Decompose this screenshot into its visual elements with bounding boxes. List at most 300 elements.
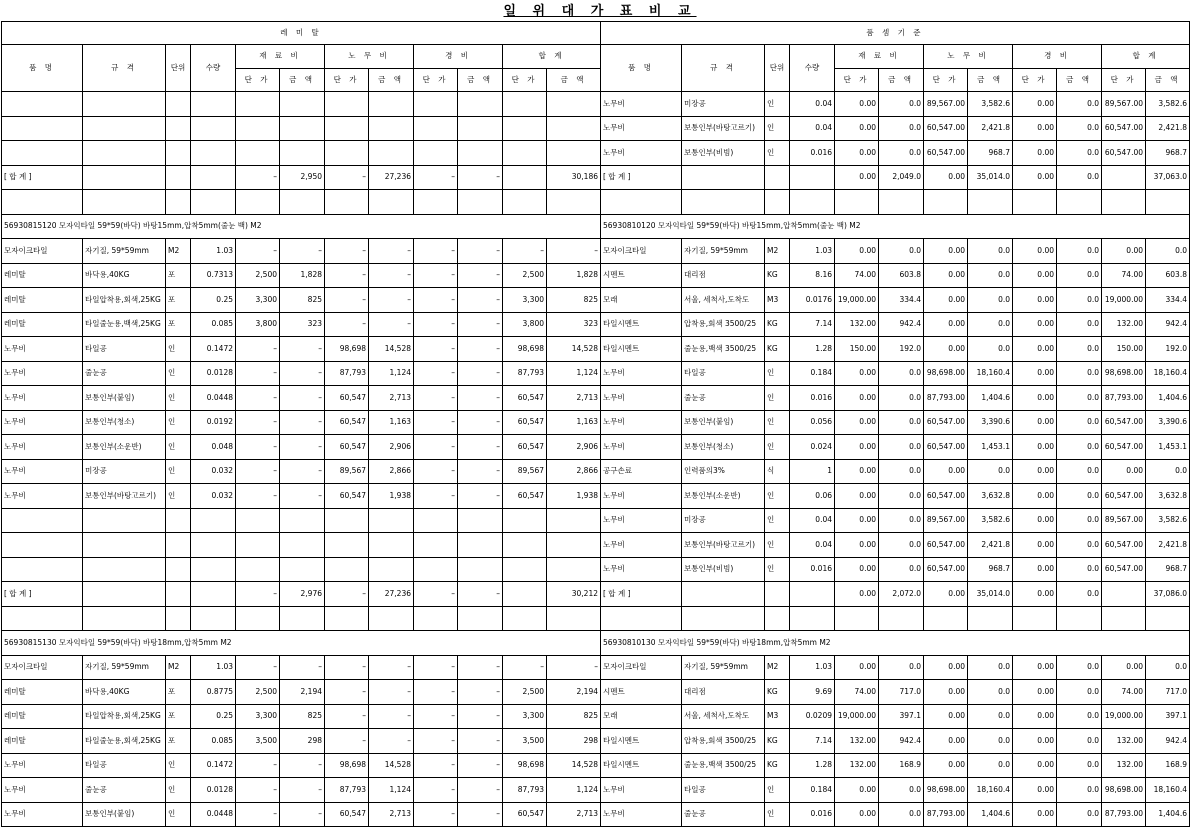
standard-unit	[765, 582, 790, 607]
standard-qty: 1.03	[790, 655, 835, 680]
standard-unit	[765, 165, 790, 190]
standard-item-name: 공구손료	[601, 459, 682, 484]
remital-spec: 타일공	[83, 337, 166, 362]
standard-labor-unit-price: 87,793.00	[924, 802, 968, 827]
standard-labor-amount: 0.0	[968, 704, 1013, 729]
standard-expense-unit-price: 0.00	[1013, 680, 1057, 705]
standard-qty: 0.0176	[790, 288, 835, 313]
standard-unit: 인	[765, 141, 790, 166]
table-row	[2, 435, 1190, 460]
remital-total-unit-price: 98,698	[503, 337, 547, 362]
standard-labor-unit-price: 0.00	[924, 704, 968, 729]
standard-material-amount: 397.1	[879, 704, 924, 729]
standard-item-name: 노무비	[601, 778, 682, 803]
remital-labor-unit-price: 89,567	[325, 459, 369, 484]
remital-spec: 보통인부(청소)	[83, 410, 166, 435]
remital-expense-amount: –	[458, 753, 503, 778]
table-row	[2, 288, 1190, 313]
standard-total-amount: 37,086.0	[1146, 582, 1190, 607]
standard-total-amount: 2,421.8	[1146, 116, 1190, 141]
standard-spec: 줄눈용,백색 3500/25	[682, 337, 765, 362]
standard-item-name: 시멘트	[601, 680, 682, 705]
empty-cell	[414, 190, 458, 215]
table-row	[2, 778, 1190, 803]
remital-expense-amount	[458, 116, 503, 141]
standard-unit: 인	[765, 802, 790, 827]
standard-qty: 0.04	[790, 116, 835, 141]
remital-material-amount	[280, 508, 325, 533]
remital-material-amount: 2,194	[280, 680, 325, 705]
standard-total-unit-price: 87,793.00	[1102, 386, 1146, 411]
remital-unit	[166, 557, 191, 582]
header-item: 품 명	[601, 45, 682, 92]
remital-item-name: 레미탈	[2, 288, 83, 313]
empty-cell	[1057, 606, 1102, 631]
empty-cell	[83, 606, 166, 631]
table-row	[2, 729, 1190, 754]
standard-spec: 압착용,회색 3500/25	[682, 312, 765, 337]
standard-expense-amount: 0.0	[1057, 655, 1102, 680]
header-labor: 노 무 비	[924, 45, 1013, 69]
table-row	[2, 802, 1190, 827]
remital-total-unit-price	[503, 557, 547, 582]
remital-expense-unit-price: –	[414, 704, 458, 729]
standard-unit: 인	[765, 410, 790, 435]
standard-labor-amount: 1,404.6	[968, 386, 1013, 411]
standard-material-amount: 0.0	[879, 116, 924, 141]
standard-total-unit-price: 19,000.00	[1102, 704, 1146, 729]
remital-spec: 보통인부(소운반)	[83, 435, 166, 460]
remital-expense-unit-price: –	[414, 165, 458, 190]
standard-material-unit-price: 0.00	[835, 508, 879, 533]
standard-spec: 타일공	[682, 778, 765, 803]
standard-labor-amount: 0.0	[968, 312, 1013, 337]
empty-cell	[1102, 606, 1146, 631]
standard-total-unit-price: 0.00	[1102, 655, 1146, 680]
standard-total-unit-price: 60,547.00	[1102, 557, 1146, 582]
standard-expense-amount: 0.0	[1057, 778, 1102, 803]
remital-unit: 포	[166, 704, 191, 729]
standard-unit: KG	[765, 729, 790, 754]
remital-total-unit-price	[503, 508, 547, 533]
standard-unit: KG	[765, 680, 790, 705]
remital-spec: 줄눈공	[83, 361, 166, 386]
remital-labor-amount: 1,938	[369, 484, 414, 509]
remital-qty: 0.25	[191, 288, 236, 313]
standard-item-name: 모자이크타일	[601, 655, 682, 680]
standard-labor-unit-price: 0.00	[924, 165, 968, 190]
standard-material-unit-price: 0.00	[835, 557, 879, 582]
standard-qty: 0.184	[790, 778, 835, 803]
remital-spec: 바닥용,40KG	[83, 263, 166, 288]
standard-item-name: 노무비	[601, 533, 682, 558]
remital-total-unit-price	[503, 92, 547, 117]
standard-qty	[790, 582, 835, 607]
standard-total-amount: 18,160.4	[1146, 361, 1190, 386]
remital-labor-amount: –	[369, 729, 414, 754]
remital-expense-amount: –	[458, 337, 503, 362]
empty-cell	[968, 606, 1013, 631]
remital-total-amount	[547, 508, 601, 533]
remital-total-amount: 2,713	[547, 802, 601, 827]
header-expense: 경 비	[1013, 45, 1102, 69]
table-row	[2, 459, 1190, 484]
empty-cell	[83, 190, 166, 215]
standard-expense-amount: 0.0	[1057, 337, 1102, 362]
remital-total-amount: 30,186	[547, 165, 601, 190]
standard-labor-unit-price: 60,547.00	[924, 557, 968, 582]
remital-expense-unit-price: –	[414, 680, 458, 705]
empty-cell	[790, 190, 835, 215]
standard-material-unit-price: 0.00	[835, 116, 879, 141]
remital-expense-amount: –	[458, 435, 503, 460]
remital-material-amount: –	[280, 239, 325, 264]
empty-cell	[2, 606, 83, 631]
standard-labor-unit-price: 60,547.00	[924, 533, 968, 558]
standard-material-amount: 0.0	[879, 778, 924, 803]
remital-expense-unit-price: –	[414, 435, 458, 460]
standard-material-unit-price: 0.00	[835, 459, 879, 484]
remital-labor-unit-price: –	[325, 729, 369, 754]
remital-labor-amount	[369, 116, 414, 141]
remital-total-unit-price	[503, 141, 547, 166]
header-amount: 금 액	[369, 68, 414, 92]
remital-material-amount: –	[280, 337, 325, 362]
remital-labor-amount: 27,236	[369, 165, 414, 190]
remital-material-unit-price	[236, 557, 280, 582]
remital-qty	[191, 141, 236, 166]
remital-total-unit-price: 87,793	[503, 778, 547, 803]
empty-cell	[458, 606, 503, 631]
table-row	[2, 557, 1190, 582]
standard-material-unit-price: 0.00	[835, 239, 879, 264]
remital-material-unit-price: –	[236, 459, 280, 484]
remital-qty: 0.085	[191, 312, 236, 337]
standard-total-unit-price: 74.00	[1102, 263, 1146, 288]
remital-labor-amount: 27,236	[369, 582, 414, 607]
remital-expense-amount	[458, 557, 503, 582]
empty-cell	[547, 190, 601, 215]
standard-total-unit-price: 60,547.00	[1102, 410, 1146, 435]
remital-labor-unit-price: 87,793	[325, 778, 369, 803]
remital-item-name: 모자이크타일	[2, 239, 83, 264]
standard-material-unit-price: 0.00	[835, 655, 879, 680]
standard-material-unit-price: 0.00	[835, 533, 879, 558]
standard-spec: 서울, 세척사,도착도	[682, 704, 765, 729]
remital-material-unit-price: –	[236, 655, 280, 680]
standard-total-amount: 1,404.6	[1146, 802, 1190, 827]
remital-labor-amount: 1,163	[369, 410, 414, 435]
empty-cell	[2, 190, 83, 215]
remital-total-amount: –	[547, 655, 601, 680]
remital-total-amount: 1,124	[547, 778, 601, 803]
blank-row	[2, 606, 1190, 631]
remital-expense-unit-price	[414, 557, 458, 582]
remital-material-unit-price: 3,300	[236, 288, 280, 313]
header-amount: 금 액	[1146, 68, 1190, 92]
standard-qty: 0.016	[790, 557, 835, 582]
standard-material-unit-price: 0.00	[835, 802, 879, 827]
remital-total-unit-price: 3,800	[503, 312, 547, 337]
remital-qty: 0.1472	[191, 337, 236, 362]
standard-material-amount: 0.0	[879, 508, 924, 533]
standard-material-unit-price: 0.00	[835, 484, 879, 509]
remital-labor-unit-price: –	[325, 312, 369, 337]
standard-expense-amount: 0.0	[1057, 361, 1102, 386]
standard-material-amount: 603.8	[879, 263, 924, 288]
empty-cell	[1146, 606, 1190, 631]
standard-material-amount: 717.0	[879, 680, 924, 705]
remital-expense-unit-price: –	[414, 582, 458, 607]
standard-qty: 0.016	[790, 141, 835, 166]
remital-total-amount: 825	[547, 288, 601, 313]
standard-spec: 타일공	[682, 361, 765, 386]
standard-qty: 7.14	[790, 312, 835, 337]
standard-labor-unit-price: 0.00	[924, 459, 968, 484]
remital-labor-unit-price: 87,793	[325, 361, 369, 386]
remital-qty	[191, 582, 236, 607]
remital-item-name: 레미탈	[2, 312, 83, 337]
standard-expense-amount: 0.0	[1057, 582, 1102, 607]
remital-qty	[191, 533, 236, 558]
standard-total-amount: 3,582.6	[1146, 92, 1190, 117]
standard-total-amount: 37,063.0	[1146, 165, 1190, 190]
remital-expense-amount: –	[458, 165, 503, 190]
standard-material-unit-price: 74.00	[835, 263, 879, 288]
header-unit-price: 단 가	[236, 68, 280, 92]
standard-qty	[790, 165, 835, 190]
standard-qty: 1.28	[790, 337, 835, 362]
remital-labor-unit-price: –	[325, 288, 369, 313]
standard-labor-unit-price: 0.00	[924, 263, 968, 288]
empty-cell	[236, 606, 280, 631]
header-material: 재 료 비	[835, 45, 924, 69]
standard-expense-unit-price: 0.00	[1013, 288, 1057, 313]
remital-material-amount: –	[280, 410, 325, 435]
standard-total-amount: 0.0	[1146, 459, 1190, 484]
standard-item-name: 타일시멘트	[601, 337, 682, 362]
standard-total-unit-price: 132.00	[1102, 312, 1146, 337]
remital-item-name	[2, 141, 83, 166]
remital-total-amount: 2,906	[547, 435, 601, 460]
table-body	[2, 92, 1190, 827]
standard-labor-amount: 18,160.4	[968, 361, 1013, 386]
standard-labor-unit-price: 0.00	[924, 239, 968, 264]
header-unit-price: 단 가	[924, 68, 968, 92]
standard-total-amount: 603.8	[1146, 263, 1190, 288]
standard-material-amount: 0.0	[879, 386, 924, 411]
standard-material-unit-price: 0.00	[835, 92, 879, 117]
standard-total-amount: 334.4	[1146, 288, 1190, 313]
standard-spec: 보통인부(바탕고르기)	[682, 116, 765, 141]
remital-item-name: 레미탈	[2, 263, 83, 288]
standard-expense-amount: 0.0	[1057, 680, 1102, 705]
empty-cell	[1057, 190, 1102, 215]
remital-material-unit-price	[236, 141, 280, 166]
standard-material-amount: 0.0	[879, 533, 924, 558]
remital-material-amount: 2,950	[280, 165, 325, 190]
empty-cell	[280, 606, 325, 631]
standard-unit: 인	[765, 557, 790, 582]
item-code-row	[2, 214, 1190, 239]
remital-item-name: 모자이크타일	[2, 655, 83, 680]
remital-expense-unit-price: –	[414, 410, 458, 435]
remital-item-name: 노무비	[2, 753, 83, 778]
remital-total-unit-price: 3,300	[503, 288, 547, 313]
remital-total-amount: 14,528	[547, 753, 601, 778]
empty-cell	[280, 190, 325, 215]
remital-material-unit-price	[236, 533, 280, 558]
standard-material-amount: 2,072.0	[879, 582, 924, 607]
remital-material-amount: –	[280, 778, 325, 803]
remital-item-name: 노무비	[2, 361, 83, 386]
standard-material-amount: 192.0	[879, 337, 924, 362]
remital-material-unit-price: 3,300	[236, 704, 280, 729]
remital-spec: 자기질, 59*59mm	[83, 655, 166, 680]
header-row-groups	[2, 45, 1190, 69]
remital-qty: 0.0192	[191, 410, 236, 435]
remital-unit	[166, 141, 191, 166]
table-row	[2, 680, 1190, 705]
remital-total-unit-price: 2,500	[503, 263, 547, 288]
standard-labor-amount: 0.0	[968, 337, 1013, 362]
table-row	[2, 655, 1190, 680]
remital-total-unit-price: 3,300	[503, 704, 547, 729]
standard-item-name: 타일시멘트	[601, 312, 682, 337]
remital-expense-unit-price: –	[414, 263, 458, 288]
standard-labor-unit-price: 60,547.00	[924, 141, 968, 166]
remital-material-amount: 825	[280, 288, 325, 313]
standard-total-amount: 192.0	[1146, 337, 1190, 362]
remital-material-amount	[280, 141, 325, 166]
remital-labor-unit-price: 60,547	[325, 484, 369, 509]
remital-expense-unit-price: –	[414, 655, 458, 680]
empty-cell	[191, 606, 236, 631]
standard-expense-amount: 0.0	[1057, 92, 1102, 117]
remital-total-unit-price	[503, 116, 547, 141]
header-item: 품 명	[2, 45, 83, 92]
remital-item-name: 노무비	[2, 778, 83, 803]
remital-material-amount	[280, 92, 325, 117]
remital-total-unit-price	[503, 582, 547, 607]
remital-labor-unit-price	[325, 92, 369, 117]
document-title-text: 일 위 대 가 표 비 교	[503, 4, 697, 19]
standard-total-unit-price: 0.00	[1102, 459, 1146, 484]
standard-qty: 7.14	[790, 729, 835, 754]
standard-unit: 인	[765, 533, 790, 558]
header-unit-price: 단 가	[414, 68, 458, 92]
table-row	[2, 410, 1190, 435]
standard-qty: 1.28	[790, 753, 835, 778]
remital-expense-amount: –	[458, 802, 503, 827]
empty-cell	[682, 190, 765, 215]
standard-spec: 줄눈공	[682, 802, 765, 827]
remital-material-amount: –	[280, 361, 325, 386]
remital-material-amount: 2,976	[280, 582, 325, 607]
remital-item-name: 레미탈	[2, 729, 83, 754]
standard-material-amount: 942.4	[879, 729, 924, 754]
standard-expense-unit-price: 0.00	[1013, 533, 1057, 558]
remital-expense-amount: –	[458, 484, 503, 509]
standard-labor-amount: 0.0	[968, 263, 1013, 288]
remital-material-unit-price	[236, 508, 280, 533]
standard-total-unit-price: 98,698.00	[1102, 361, 1146, 386]
standard-material-unit-price: 0.00	[835, 165, 879, 190]
standard-total-amount: 1,453.1	[1146, 435, 1190, 460]
remital-expense-amount	[458, 508, 503, 533]
standard-expense-unit-price: 0.00	[1013, 704, 1057, 729]
remital-labor-amount: 2,713	[369, 386, 414, 411]
remital-total-unit-price: 60,547	[503, 410, 547, 435]
remital-unit	[166, 533, 191, 558]
standard-expense-amount: 0.0	[1057, 484, 1102, 509]
remital-labor-unit-price	[325, 141, 369, 166]
remital-expense-unit-price: –	[414, 459, 458, 484]
standard-labor-amount: 0.0	[968, 680, 1013, 705]
remital-item-name: 레미탈	[2, 680, 83, 705]
standard-unit: 인	[765, 386, 790, 411]
remital-total-amount: 298	[547, 729, 601, 754]
standard-expense-amount: 0.0	[1057, 435, 1102, 460]
remital-unit	[166, 582, 191, 607]
table-row	[2, 533, 1190, 558]
header-amount: 금 액	[280, 68, 325, 92]
standard-total-unit-price: 60,547.00	[1102, 435, 1146, 460]
standard-total-unit-price: 98,698.00	[1102, 778, 1146, 803]
standard-total-amount: 3,390.6	[1146, 410, 1190, 435]
empty-cell	[1102, 190, 1146, 215]
standard-material-unit-price: 0.00	[835, 582, 879, 607]
standard-expense-unit-price: 0.00	[1013, 557, 1057, 582]
standard-material-unit-price: 0.00	[835, 435, 879, 460]
header-spec: 규 격	[682, 45, 765, 92]
remital-labor-amount: 1,124	[369, 778, 414, 803]
standard-labor-amount: 0.0	[968, 239, 1013, 264]
empty-cell	[1013, 190, 1057, 215]
empty-cell	[547, 606, 601, 631]
remital-expense-amount: –	[458, 778, 503, 803]
standard-total-amount: 0.0	[1146, 239, 1190, 264]
standard-labor-unit-price: 0.00	[924, 312, 968, 337]
remital-qty: 1.03	[191, 655, 236, 680]
empty-cell	[369, 606, 414, 631]
remital-qty: 0.0448	[191, 802, 236, 827]
remital-spec: 보통인부(바탕고르기)	[83, 484, 166, 509]
standard-expense-amount: 0.0	[1057, 802, 1102, 827]
standard-unit: 인	[765, 484, 790, 509]
standard-total-amount: 18,160.4	[1146, 778, 1190, 803]
standard-item-name: 모래	[601, 288, 682, 313]
standard-expense-unit-price: 0.00	[1013, 582, 1057, 607]
header-labor: 노 무 비	[325, 45, 414, 69]
remital-spec: 줄눈공	[83, 778, 166, 803]
standard-labor-unit-price: 98,698.00	[924, 361, 968, 386]
table-row	[2, 263, 1190, 288]
remital-expense-amount: –	[458, 680, 503, 705]
remital-material-unit-price: 3,800	[236, 312, 280, 337]
remital-unit: 포	[166, 288, 191, 313]
empty-cell	[236, 190, 280, 215]
section-header-remital: 레 미 탈	[2, 22, 601, 45]
remital-qty: 0.032	[191, 484, 236, 509]
standard-material-unit-price: 74.00	[835, 680, 879, 705]
standard-labor-unit-price: 87,793.00	[924, 386, 968, 411]
standard-expense-unit-price: 0.00	[1013, 459, 1057, 484]
standard-material-amount: 0.0	[879, 655, 924, 680]
standard-labor-amount: 1,453.1	[968, 435, 1013, 460]
header-amount: 금 액	[458, 68, 503, 92]
standard-item-name: 타일시멘트	[601, 729, 682, 754]
